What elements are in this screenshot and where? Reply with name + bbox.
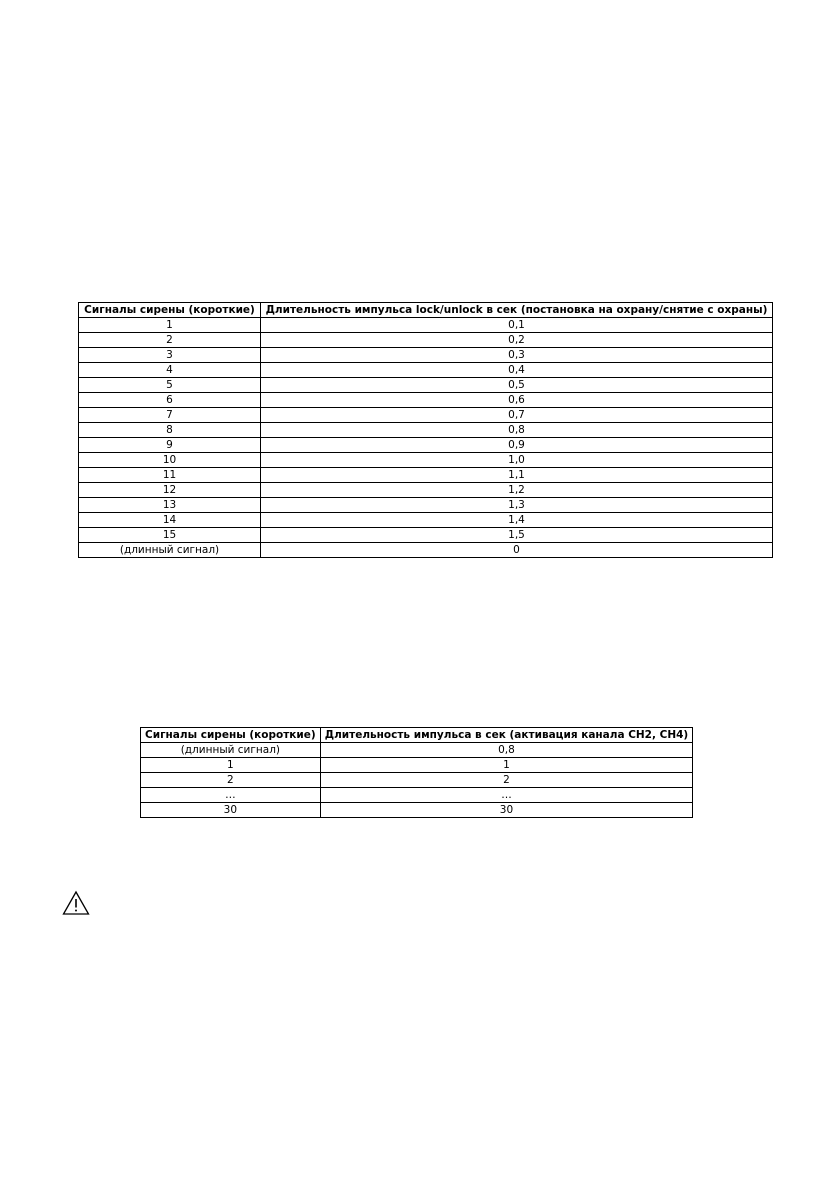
- duration-cell: 30: [320, 803, 693, 818]
- signal-count-cell: …: [141, 788, 321, 803]
- signal-count-cell: 7: [79, 408, 261, 423]
- duration-cell: 0,8: [261, 423, 773, 438]
- signal-count-cell: 10: [79, 453, 261, 468]
- table-row: [141, 788, 693, 803]
- table-row: [79, 513, 773, 528]
- signal-count-cell: 2: [79, 333, 261, 348]
- duration-cell: 0: [261, 543, 773, 558]
- duration-cell: 1,1: [261, 468, 773, 483]
- table-row: [141, 773, 693, 788]
- column-header-duration: Длительность импульса в сек (активация канала CH2, CH4): [320, 728, 693, 743]
- duration-cell: 1,4: [261, 513, 773, 528]
- column-header-signals: Сигналы сирены (короткие): [79, 303, 261, 318]
- table-row: [79, 468, 773, 483]
- signal-count-cell: (длинный сигнал): [141, 743, 321, 758]
- duration-cell: 0,8: [320, 743, 693, 758]
- signal-count-cell: 1: [79, 318, 261, 333]
- channel-table-body: [141, 743, 693, 818]
- table-row: [79, 453, 773, 468]
- duration-cell: 0,9: [261, 438, 773, 453]
- signal-count-cell: 2: [141, 773, 321, 788]
- table-row: [79, 333, 773, 348]
- table-row: [79, 363, 773, 378]
- duration-cell: 0,6: [261, 393, 773, 408]
- duration-cell: 0,7: [261, 408, 773, 423]
- column-header-signals: Сигналы сирены (короткие): [141, 728, 321, 743]
- table-row: [79, 498, 773, 513]
- signal-count-cell: 12: [79, 483, 261, 498]
- signal-count-cell: 8: [79, 423, 261, 438]
- duration-cell: 0,3: [261, 348, 773, 363]
- duration-cell: 0,4: [261, 363, 773, 378]
- signal-count-cell: 3: [79, 348, 261, 363]
- signal-count-cell: 15: [79, 528, 261, 543]
- table-row: [79, 543, 773, 558]
- channel-duration-table: [140, 727, 693, 818]
- duration-cell: 1,2: [261, 483, 773, 498]
- signal-count-cell: 9: [79, 438, 261, 453]
- table-row: [79, 423, 773, 438]
- duration-cell: 0,5: [261, 378, 773, 393]
- table-row: [79, 393, 773, 408]
- signal-count-cell: 4: [79, 363, 261, 378]
- table-row: [141, 758, 693, 773]
- signal-count-cell: 13: [79, 498, 261, 513]
- duration-cell: 1,3: [261, 498, 773, 513]
- table-row: [79, 528, 773, 543]
- duration-cell: …: [320, 788, 693, 803]
- table-row: [141, 743, 693, 758]
- duration-cell: 0,1: [261, 318, 773, 333]
- lock-table-body: [79, 318, 773, 558]
- signal-count-cell: 14: [79, 513, 261, 528]
- lock-duration-table: [78, 302, 773, 558]
- warning-triangle-icon: [62, 890, 90, 916]
- table-row: [141, 803, 693, 818]
- signal-count-cell: 6: [79, 393, 261, 408]
- table-row: [79, 438, 773, 453]
- signal-count-cell: 11: [79, 468, 261, 483]
- signal-count-cell: 5: [79, 378, 261, 393]
- table-header-row: [141, 728, 693, 743]
- table-header-row: [79, 303, 773, 318]
- signal-count-cell: (длинный сигнал): [79, 543, 261, 558]
- duration-cell: 0,2: [261, 333, 773, 348]
- table-row: [79, 408, 773, 423]
- duration-cell: 1,5: [261, 528, 773, 543]
- table-row: [79, 348, 773, 363]
- table-row: [79, 318, 773, 333]
- column-header-duration: Длительность импульса lock/unlock в сек (постановка на охрану/снятие с охраны): [261, 303, 773, 318]
- signal-count-cell: 1: [141, 758, 321, 773]
- duration-cell: 1: [320, 758, 693, 773]
- table-row: [79, 483, 773, 498]
- duration-cell: 2: [320, 773, 693, 788]
- table-row: [79, 378, 773, 393]
- signal-count-cell: 30: [141, 803, 321, 818]
- duration-cell: 1,0: [261, 453, 773, 468]
